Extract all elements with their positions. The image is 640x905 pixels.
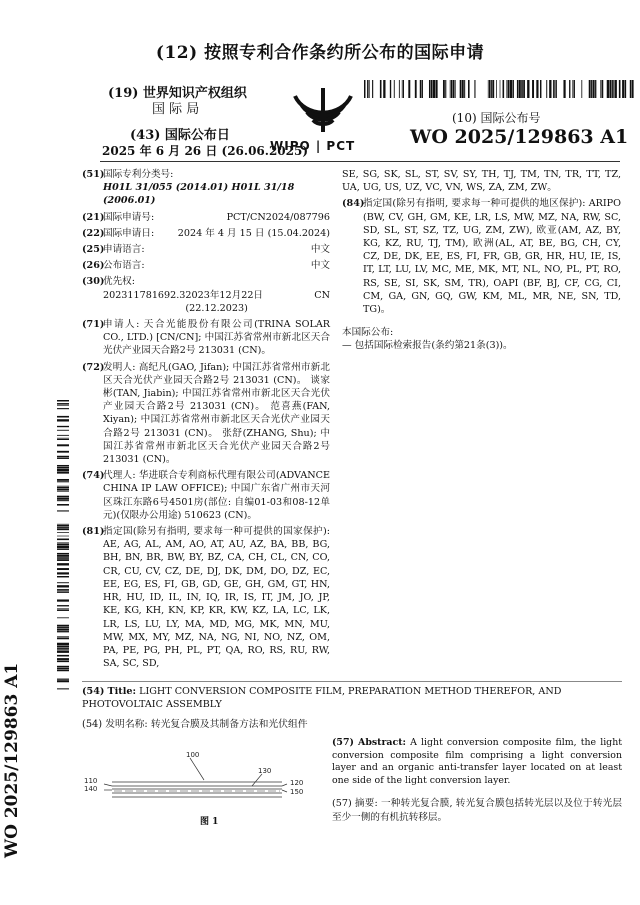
field-22: (22) 国际申请日: 2024 年 4 月 15 日 (15.04.2024) <box>82 227 330 239</box>
label-100: 100 <box>186 751 200 759</box>
field-51: (51) 国际专利分类号: H01L 31/055 (2014.01) H01L 31/18 (2006.01) <box>82 169 295 207</box>
side-publication-number: WO 2025/129863 A1 <box>2 662 22 858</box>
publication-number: WO 2025/129863 A1 <box>410 126 629 148</box>
field-21: (21) 国际申请号: PCT/CN2024/087796 <box>82 211 330 223</box>
chinese-title: (54) 发明名称: 转光复合膜及其制备方法和光伏组件 <box>82 719 308 730</box>
label-130: 130 <box>258 767 272 775</box>
field-74-agent: (74) 代理人: 华进联合专利商标代理有限公司(ADVANCE CHINA IP LAW OFFICE); 中国广东省广州市天河区珠江东路6号4501房(部位: 自编01-03和08-12单元)(仅限办公用途) 510623 (CN)。 <box>82 470 330 521</box>
field-81-designated-states: (81) 指定国(除另有指明, 要求每一种可提供的国家保护): AE, AG, AL, AM, AO, AT, AU, AZ, BA, BB, BG, BH, BN, BR, BW, BY, BZ, CA, CH, CL, CN, CO, CR, CU, CV, CZ, DE, DJ, DK, DM, DO, DZ, EC, EE, EG, ES, FI, GB, GD, GE, GH, GM, GT, HN, HR, HU, ID, IL, IN, IQ, IR, IS, IT, JM, JO, JP, KE, KG, KH, KN, KP, KR, KW, KZ, LA, LC, LK, LR, LS, LU, LY, MA, MD, MG, MK, MN, MU, MW, MX, MY, MZ, NA, NG, NI, NO, NZ, OM, PA, PE, PG, PH, PL, PT, QA, RO, RS, RU, RW, SA, SC, SD, <box>82 526 330 670</box>
header-divider <box>100 161 620 162</box>
field-30: (30) 优先权: 202311781692.3 2023年12月22日 (22.12.2023) CN <box>82 276 330 314</box>
bibliographic-right-column <box>342 168 621 353</box>
label-150: 150 <box>290 788 304 796</box>
document-kind-heading: (12) 按照专利合作条约所公布的国际申请 <box>155 43 485 63</box>
field-84-regional: (84) 指定国(除另有指明, 要求每一种可提供的地区保护): ARIPO (BW, CV, GH, GM, KE, LR, LS, MW, MZ, NA, RW, SC, SD, SL, ST, SZ, TZ, UG, ZM, ZW), 欧亚(AM, AZ, BY, KG, KZ, RU, TJ, TM), 欧洲(AL, AT, BE, BG, CH, CY, CZ, DE, DK, EE, ES, FI, FR, GB, GR, HR, HU, IE, IS, IT, LT, LU, LV, MC, ME, MK, MT, NL, NO, PL, PT, RO, RS, SE, SI, SK, SM, TR), OAPI (BF, BJ, CF, CG, CI, CM, GA, GN, GQ, GW, KM, ML, MR, NE, SN, TD, TG)。 <box>342 198 621 316</box>
publication-number-label: (10) 国际公布号 <box>452 111 541 125</box>
organization-bureau: 国 际 局 <box>152 102 200 117</box>
label-120: 120 <box>290 779 304 787</box>
chinese-abstract: (57) 摘要: 一种转光复合膜, 转光复合膜包括转光层以及位于转光层至少一侧的有机抗转移层。 <box>332 798 622 823</box>
field-71-applicant: (71) 申请人: 天合光能股份有限公司(TRINA SOLAR CO., LTD.) [CN/CN]; 中国江苏省常州市新北区天合光伏产业园天合路2号 213031 (CN)。 <box>82 319 330 357</box>
barcode-icon <box>364 80 634 98</box>
field-72-inventors: (72) 发明人: 高纪凡(GAO, Jifan); 中国江苏省常州市新北区天合光伏产业园天合路2号 213031 (CN)。 谈家彬(TAN, Jiabin); 中国江苏省常州市新北区天合光伏产业园天合路2号 213031 (CN)。 范喜燕(FAN, Xiyan); 中国江苏省常州市新北区天合光伏产业园天合路2号 213031 (CN)。 张舒(ZHANG, Shu); 中国江苏省常州市新北区天合光伏产业园天合路2号 213031 (CN)。 <box>82 361 330 466</box>
bottom-divider <box>82 681 622 682</box>
published-with-label: 本国际公布: <box>342 327 394 339</box>
organization-name: (19) 世界知识产权组织 <box>108 86 247 101</box>
publication-date-label: (43) 国际公布日 <box>130 128 230 143</box>
wipo-pct-wordmark: WIPO | PCT <box>270 139 356 153</box>
published-with-item: — 包括国际检索报告(条约第21条(3))。 <box>342 340 513 352</box>
side-barcode-icon <box>57 400 69 690</box>
english-title: (54) Title: LIGHT CONVERSION COMPOSITE FILM, PREPARATION METHOD THEREFOR, AND PHOTOVOLTAIC ASSEMBLY <box>82 686 562 710</box>
figure-caption: 图 1 <box>200 817 219 827</box>
field-25: (25) 申请语言: 中文 <box>82 244 330 256</box>
field-81-continued: SE, SG, SK, SL, ST, SV, SY, TH, TJ, TM, TN, TR, TT, TZ, UA, UG, US, UZ, VC, VN, WS, ZA, ZM, ZW。 <box>342 169 621 194</box>
field-26: (26) 公布语言: 中文 <box>82 260 330 272</box>
label-140: 140 <box>84 785 98 793</box>
wipo-logo-icon <box>287 86 359 146</box>
bibliographic-left-column <box>82 168 330 673</box>
publication-date: 2025 年 6 月 26 日 (26.06.2025) <box>102 144 309 158</box>
label-110: 110 <box>84 777 98 785</box>
english-abstract: (57) Abstract: A light conversion composite film, the light conversion composite film comprising a light conversion layer and an organic anti-transfer layer located on at least one side of the light conversion layer. <box>332 737 622 786</box>
